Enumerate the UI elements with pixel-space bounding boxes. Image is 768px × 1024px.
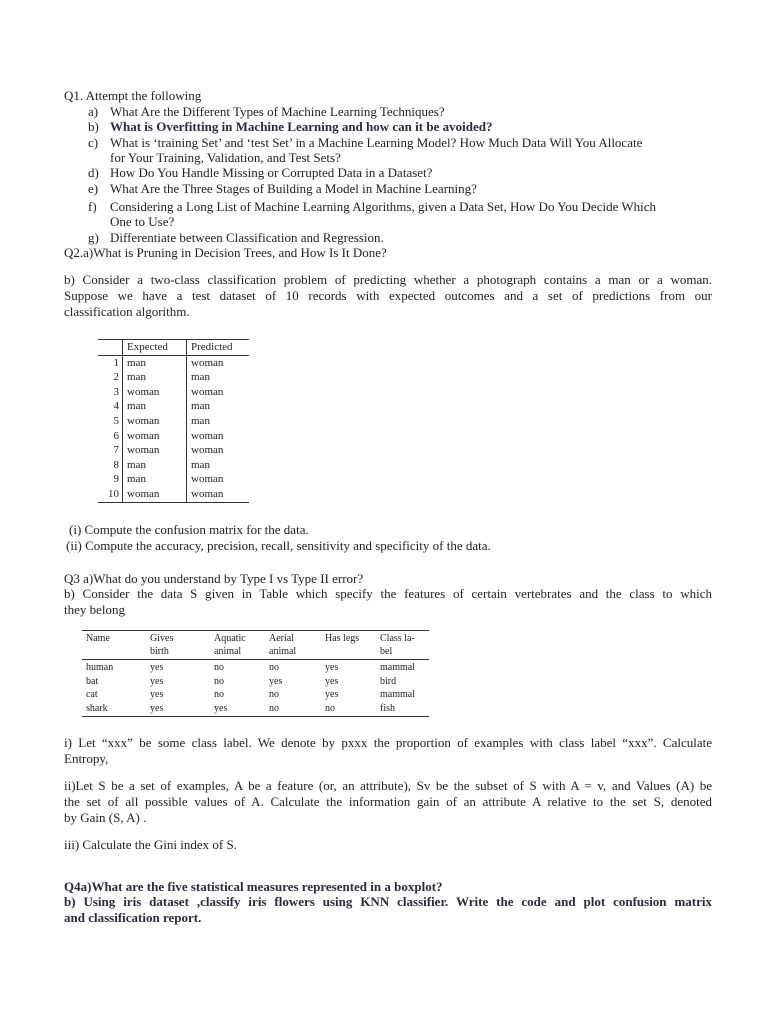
q1-item-d-label: d) (88, 165, 99, 180)
name-cell: cat (86, 689, 98, 700)
table-row (82, 688, 429, 702)
gives-birth-cell: yes (150, 689, 164, 700)
aerial-cell: no (265, 702, 321, 717)
table-row (98, 399, 249, 414)
row-index: 1 (98, 355, 123, 370)
aerial-cell: no (269, 689, 279, 700)
row-index: 4 (98, 399, 123, 414)
q1-item-c-label: c) (88, 135, 99, 150)
q1-item-f-label: f) (88, 199, 97, 214)
q4-b-line1: b) Using iris dataset ,classify iris flowers using KNN classifier. Write the code and plot confusion matrix (64, 894, 712, 909)
row-index: 8 (98, 458, 123, 473)
q3-i-line2: Entropy, (64, 751, 109, 766)
predicted-cell: man (191, 458, 210, 471)
has-legs-cell: yes (325, 675, 339, 687)
table-row (98, 487, 249, 502)
name-cell: human (86, 662, 114, 673)
q1-item-c-continuation: for Your Training, Validation, and Test Sets? (110, 150, 341, 165)
aquatic-cell: no (214, 689, 224, 700)
header-aerial-animal: Aerial animal (265, 631, 321, 660)
row-index: 10 (98, 487, 123, 502)
expected-cell: man (123, 399, 187, 414)
predicted-cell: woman (191, 444, 224, 457)
header-gives-birth: Gives birth (146, 631, 210, 660)
row-index: 9 (98, 472, 123, 487)
row-index: 6 (98, 429, 123, 444)
table-row (98, 472, 249, 487)
header-predicted: Predicted (187, 340, 250, 356)
table-row (98, 458, 249, 473)
vertebrates-table (82, 630, 429, 717)
class-label-cell: mammal (380, 662, 415, 673)
aquatic-cell: yes (210, 702, 265, 717)
q1-item-b-label: b) (88, 119, 99, 134)
q1-item-e-label: e) (88, 181, 99, 196)
q1-item-b-text: What is Overfitting in Machine Learning and how can it be avoided? (110, 119, 493, 134)
expected-cell: man (123, 370, 187, 385)
predicted-cell: woman (191, 429, 224, 442)
q3-i-line1: i) Let “xxx” be some class label. We denote by pxxx the proportion of examples with class label “xxx”. Calculate (64, 735, 712, 750)
q3-b-line2: they belong (64, 602, 126, 617)
row-index: 5 (98, 414, 123, 429)
q3-ii-line2: the set of all possible values of A. Calculate the information gain of an attribute A relative to the set S, denoted (64, 794, 712, 809)
q1-item-a-text: What Are the Different Types of Machine Learning Techniques? (110, 104, 445, 119)
table-row (98, 414, 249, 429)
q3-iii: iii) Calculate the Gini index of S. (64, 837, 237, 852)
row-index: 7 (98, 443, 123, 458)
header-class-label: Class la- bel (376, 631, 429, 660)
q1-item-a-label: a) (88, 104, 99, 119)
vertebrates-table-body (82, 660, 429, 717)
predicted-cell: woman (191, 385, 224, 398)
q1-item-g-text: Differentiate between Classification and Regression. (110, 230, 384, 245)
q2-b-line3: classification algorithm. (64, 304, 190, 319)
expected-cell: woman (123, 385, 187, 400)
predictions-table-body (98, 355, 249, 502)
aquatic-cell: no (214, 675, 224, 687)
q1-heading: Q1. Attempt the following (64, 88, 202, 103)
q2-ii: (ii) Compute the accuracy, precision, recall, sensitivity and specificity of the data. (66, 538, 491, 553)
predictions-table-header (98, 340, 249, 356)
gives-birth-cell: yes (150, 675, 164, 687)
has-legs-cell: yes (325, 689, 339, 700)
row-index: 2 (98, 370, 123, 385)
gives-birth-cell: yes (146, 702, 210, 717)
name-cell: bat (86, 675, 99, 687)
q1-item-g-label: g) (88, 230, 99, 245)
q1-item-e-text: What Are the Three Stages of Building a Model in Machine Learning? (110, 181, 477, 196)
aquatic-cell: no (214, 662, 224, 673)
q3-ii-line1: ii)Let S be a set of examples, A be a feature (or, an attribute), Sv be the subset of S with A = v, and Values (A) be (64, 778, 712, 793)
expected-cell: man (123, 355, 187, 370)
row-index: 3 (98, 385, 123, 400)
predicted-cell: man (191, 414, 210, 427)
predicted-cell: woman (191, 356, 224, 369)
aerial-cell: no (269, 662, 279, 673)
expected-cell: man (123, 472, 187, 487)
header-aquatic-animal: Aquatic animal (210, 631, 265, 660)
header-expected: Expected (123, 340, 187, 356)
table-row (82, 675, 429, 689)
q2-b-line1: b) Consider a two-class classification problem of predicting whether a photograph contains a man or a woman. (64, 272, 712, 287)
header-name: Name (82, 631, 146, 660)
predicted-cell: woman (191, 473, 224, 486)
expected-cell: woman (123, 429, 187, 444)
has-legs-cell: no (321, 702, 376, 717)
q1-item-d-text: How Do You Handle Missing or Corrupted Data in a Dataset? (110, 165, 433, 180)
has-legs-cell: yes (325, 662, 339, 673)
name-cell: shark (82, 702, 146, 717)
q2-a: Q2.a)What is Pruning in Decision Trees, and How Is It Done? (64, 245, 387, 260)
predicted-cell: woman (187, 487, 250, 502)
expected-cell: woman (123, 487, 187, 502)
class-label-cell: fish (376, 702, 429, 717)
header-has-legs: Has legs (321, 631, 376, 660)
gives-birth-cell: yes (150, 662, 164, 673)
table-row (82, 702, 429, 717)
predictions-table (98, 339, 249, 503)
class-label-cell: mammal (380, 689, 415, 700)
q1-item-f-continuation: One to Use? (110, 214, 175, 229)
expected-cell: woman (123, 443, 187, 458)
table-row (98, 429, 249, 444)
q2-b-line2: Suppose we have a test dataset of 10 records with expected outcomes and a set of predictions from our (64, 288, 712, 303)
q2-i: (i) Compute the confusion matrix for the data. (69, 522, 309, 537)
predicted-cell: man (191, 400, 210, 413)
table-row (98, 355, 249, 370)
aerial-cell: yes (269, 675, 283, 687)
table-row (98, 370, 249, 385)
predicted-cell: man (191, 371, 210, 384)
q3-ii-line3: by Gain (S, A) . (64, 810, 147, 825)
table-row (98, 385, 249, 400)
q4-a: Q4a)What are the five statistical measures represented in a boxplot? (64, 879, 443, 894)
table-row (98, 443, 249, 458)
q3-a: Q3 a)What do you understand by Type I vs Type II error? (64, 571, 364, 586)
expected-cell: man (123, 458, 187, 473)
vertebrates-table-header (82, 631, 429, 660)
q4-b-line2: and classification report. (64, 910, 202, 925)
header-index (98, 340, 123, 356)
expected-cell: woman (123, 414, 187, 429)
class-label-cell: bird (380, 675, 397, 687)
q1-item-c-text: What is ‘training Set’ and ‘test Set’ in a Machine Learning Model? How Much Data Will You Allocate (110, 135, 643, 150)
table-row (82, 660, 429, 675)
q3-b-line1: b) Consider the data S given in Table which specify the features of certain vertebrates and the class to which (64, 586, 712, 601)
q1-item-f-text: Considering a Long List of Machine Learning Algorithms, given a Data Set, How Do You Decide Which (110, 199, 657, 214)
